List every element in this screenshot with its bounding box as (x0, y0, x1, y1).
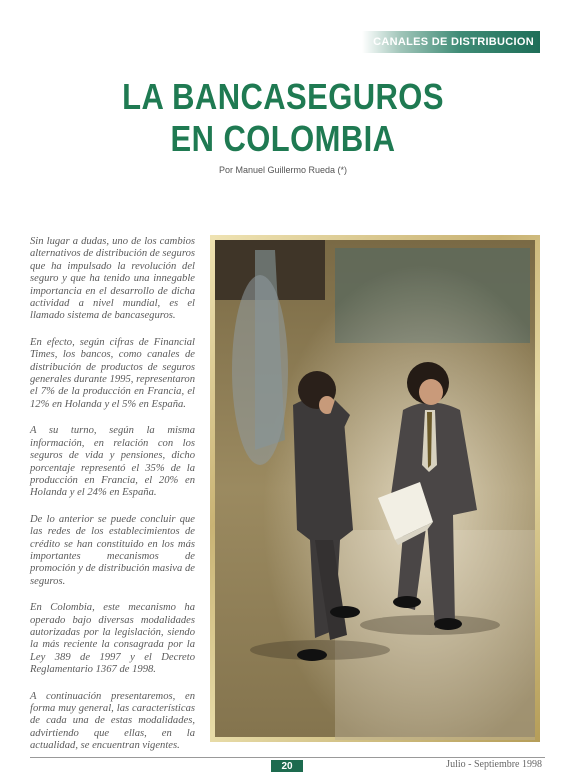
article-column (30, 236, 195, 752)
paragraph-6: A continuación presentaremos, en forma muy general, las características de cada una de estas modalidades, advirtiendo que ellas, en la actualidad, se encuentran vigentes. (30, 690, 195, 752)
paragraph-3: A su turno, según la misma información, en relación con los seguros de vida y pensiones, dicho porcentaje representó el 35% de la producción en Francia, el 20% en Holanda y el 24% en España. (30, 425, 195, 499)
footer-rule (30, 757, 545, 758)
title-line-2: EN COLOMBIA (170, 118, 396, 159)
byline: Por Manuel Guillermo Rueda (*) (218, 165, 348, 175)
article-title (40, 76, 527, 160)
section-tag: CANALES DE DISTRIBUCION (362, 31, 540, 53)
issue-date: Julio - Septiembre 1998 (446, 759, 542, 770)
paragraph-1: Sin lugar a dudas, uno de los cambios alternativos de distribución de seguros que ha impulsado la revolución del seguro y que ha tenido una innegable importancia en el desarrollo de dicha actividad a nivel mundial, es el llamado sistema de bancaseguros. (30, 236, 195, 322)
businessmen-photo (215, 240, 535, 737)
title-line-1: LA BANCASEGUROS (122, 76, 444, 117)
paragraph-2: En efecto, según cifras de Financial Times, los bancos, como canales de distribución de productos de seguros generales durante 1995, representaron el 7% de la producción en Francia, el 12% en Holanda y el 5% en España. (30, 336, 195, 410)
paragraph-4: De lo anterior se puede concluir que las redes de los establecimientos de crédito se han constituido en los más importantes mecanismos de promoción y de distribución masiva de seguros. (30, 513, 195, 587)
paragraph-5: En Colombia, este mecanismo ha operado bajo diversas modalidades autorizadas por la legislación, siendo la más reciente la consagrada por la Ley 389 de 1997 y el Decreto Reglamentario 1367 de 1998. (30, 602, 195, 676)
photo-frame (210, 235, 540, 742)
page-number: 20 (271, 760, 303, 772)
